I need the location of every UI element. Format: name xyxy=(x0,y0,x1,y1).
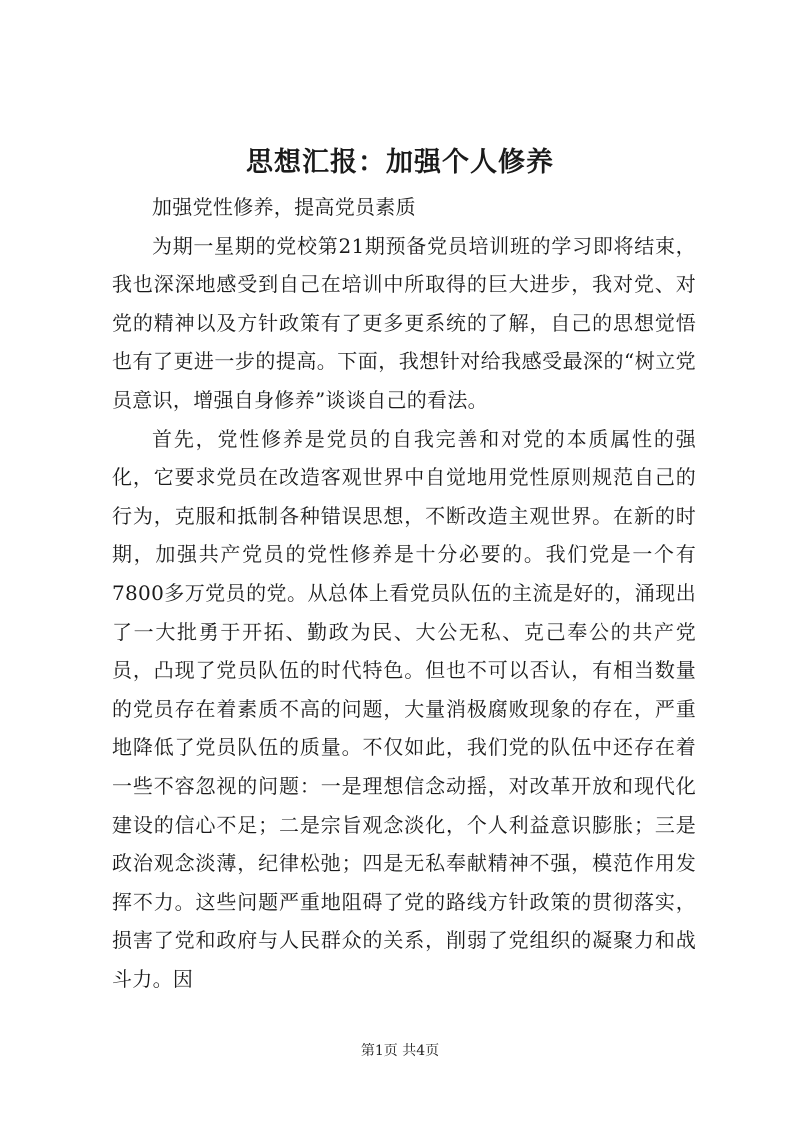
body-paragraph: 为期一星期的党校第21期预备党员培训班的学习即将结束，我也深深地感受到自己在培训中所取得的巨大进步，我对党、对党的精神以及方针政策有了更多更系统的了解，自己的思想觉悟也有了更进一步的提高。下面，我想针对给我感受最深的“树立党员意识，增强自身修养”谈谈自己的看法。 xyxy=(112,233,696,412)
body-paragraph: 首先，党性修养是党员的自我完善和对党的本质属性的强化，它要求党员在改造客观世界中自觉地用党性原则规范自己的行为，克服和抵制各种错误思想，不断改造主观世界。在新的时期，加强共产党员的党性修养是十分必要的。我们党是一个有7800多万党员的党。从总体上看党员队伍的主流是好的，涌现出了一大批勇于开拓、勤政为民、大公无私、克己奉公的共产党员，凸现了党员队伍的时代特色。但也不可以否认，有相当数量的党员存在着素质不高的问题，大量消极腐败现象的存在，严重地降低了党员队伍的质量。不仅如此，我们党的队伍中还存在着一些不容忽视的问题：一是理想信念动摇，对改革开放和现代化建设的信心不足；二是宗旨观念淡化，个人利益意识膨胀；三是政治观念淡薄，纪律松弛；四是无私奉献精神不强，模范作用发挥不力。这些问题严重地阻碍了党的路线方针政策的贯彻落实，损害了党和政府与人民群众的关系，削弱了党组织的凝聚力和战斗力。因 xyxy=(112,426,696,991)
page-number-footer: 第1页 共4页 xyxy=(360,1043,440,1059)
document-body xyxy=(112,188,696,998)
document-title: 思想汇报：加强个人修养 xyxy=(246,147,554,178)
subtitle-paragraph: 加强党性修养，提高党员素质 xyxy=(152,195,416,219)
